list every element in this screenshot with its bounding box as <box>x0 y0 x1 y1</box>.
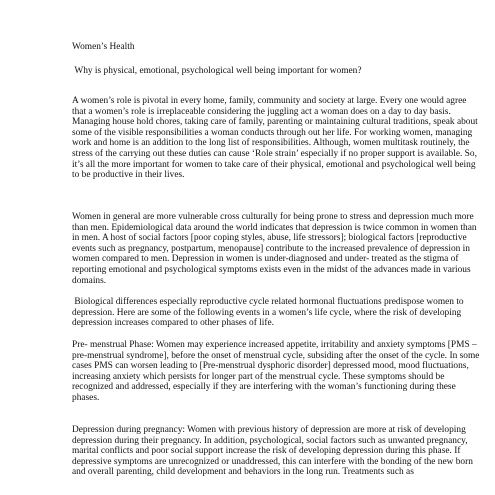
document-heading: Women’s Health <box>72 42 135 52</box>
paragraph-premenstrual-phase: Pre- menstrual Phase: Women may experience increased appetite, irritability and anxiety symptoms [PMS – pre-menstrual syndrome], before the onset of menstrual cycle, subsiding after the onset of the cycle. In some cases PMS can worsen leading to [Pre-menstrual dysphoric disorder] depressed mood, mood fluctuations, increasing anxiety which persists for longer part of the menstrual cycle. These symptoms should be recognized and addressed, especially if they are interfering with the woman’s functioning during these phases. <box>72 340 482 403</box>
paragraph-role-of-women: A women’s role is pivotal in every home, family, community and society at large. Every one would agree that a women’s role is irreplaceable considering the juggling act a woman does on a day to day basis. Managing house hold chores, taking care of family, parenting or maintaining cultural traditions, speak about some of the visible responsibilities a woman conducts through out her life. For working women, managing work and home is an addition to the long list of responsibilities. Although, women multitask routinely, the stress of the carrying out these duties can cause ‘Role strain’ especially if no proper support is available. So, it’s all the more important for women to take care of their physical, emotional and psychological well being to be productive in their lives. <box>72 96 481 181</box>
paragraph-vulnerability: Women in general are more vulnerable cross culturally for being prone to stress and depression much more than men. Epidemiological data around the world indicates that depression is twice common in women than in men. A host of social factors [poor coping styles, abuse, life stressors]; biological factors [reproductive events such as pregnancy, postpartum, menopause] contribute to the increased prevalence of depression in women compared to men. Depression in women is under-diagnosed and under- treated as the stigma of reporting emotional and psychological symptoms exists even in the midst of the advances made in various domains. <box>72 212 479 286</box>
paragraph-biological-differences: Biological differences especially reproductive cycle related hormonal fluctuations predispose women to depression. Here are some of the following events in a women’s life cycle, where the risk of developing depression increases compared to other phases of life. <box>72 297 466 329</box>
paragraph-depression-pregnancy: Depression during pregnancy: Women with previous history of depression are more at risk of developing depression during their pregnancy. In addition, psychological, social factors such as unwanted pregnancy, marital conflicts and poor social support increase the risk of developing depression during this phase. If depressive symptoms are unrecognized or unaddressed, this can interfere with the bonding of the new born and overall parenting, child development and behaviors in the long run. Treatments such as <box>72 425 476 478</box>
document-question: Why is physical, emotional, psychological well being important for women? <box>72 66 362 76</box>
